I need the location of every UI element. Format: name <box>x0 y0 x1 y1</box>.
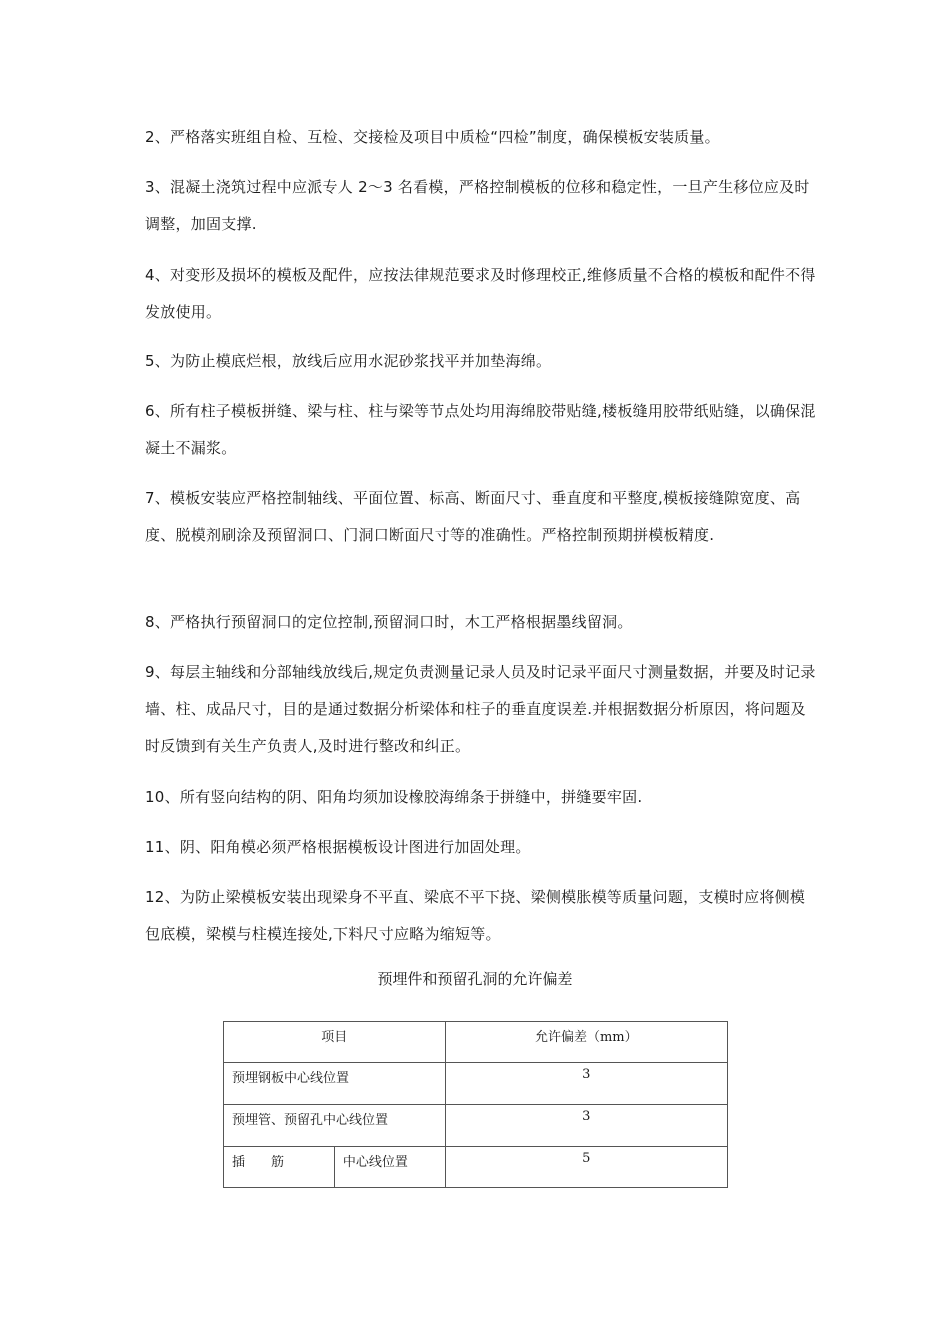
paragraph-10: 10、所有竖向结构的阴、阳角均须加设橡胶海绵条于拼缝中，拼缝要牢固. <box>145 788 643 806</box>
paragraph-6: 6、所有柱子模板拼缝、梁与柱、柱与梁等节点处均用海绵胶带贴缝,楼板缝用胶带纸贴缝，以确保混凝土不漏浆。 <box>145 402 816 457</box>
paragraph-9: 9、每层主轴线和分部轴线放线后,规定负责测量记录人员及时记录平面尺寸测量数据，并要及时记录墙、柱、成品尺寸，目的是通过数据分析梁体和柱子的垂直度误差.并根据数据分析原因，将问题及时反馈到有关生产负责人,及时进行整改和纠正。 <box>145 663 816 755</box>
table-row <box>224 1147 728 1188</box>
deviation-table <box>223 1021 728 1188</box>
paragraph-5: 5、为防止模底烂根，放线后应用水泥砂浆找平并加垫海绵。 <box>145 352 552 370</box>
paragraph-8: 8、严格执行预留洞口的定位控制,预留洞口时，木工严格根据墨线留洞。 <box>145 613 633 631</box>
paragraph-2: 2、严格落实班组自检、互检、交接检及项目中质检“四检”制度，确保模板安装质量。 <box>145 128 720 146</box>
paragraph-11: 11、阴、阳角模必须严格根据模板设计图进行加固处理。 <box>145 838 531 856</box>
cell-item: 预埋钢板中心线位置 <box>224 1063 446 1105</box>
paragraph-7: 7、模板安装应严格控制轴线、平面位置、标高、断面尺寸、垂直度和平整度,模板接缝隙宽度、高度、脱模剂刷涂及预留洞口、门洞口断面尺寸等的准确性。严格控制预期拼模板精度. <box>145 489 801 544</box>
cell-subitem: 中心线位置 <box>334 1147 445 1188</box>
cell-deviation: 3 <box>445 1063 727 1105</box>
table-header-row <box>224 1022 728 1063</box>
header-item: 项目 <box>224 1022 446 1063</box>
table-row <box>224 1105 728 1147</box>
table-row <box>224 1063 728 1105</box>
paragraph-3: 3、混凝土浇筑过程中应派专人 2～3 名看模，严格控制模板的位移和稳定性，一旦产生移位应及时调整，加固支撑. <box>145 178 810 233</box>
paragraph-4: 4、对变形及损坏的模板及配件，应按法律规范要求及时修理校正,维修质量不合格的模板和配件不得发放使用。 <box>145 266 816 321</box>
paragraph-12: 12、为防止梁模板安装出现梁身不平直、梁底不平下挠、梁侧模胀模等质量问题，支模时应将侧模包底模，梁模与柱模连接处,下料尺寸应略为缩短等。 <box>145 888 806 943</box>
table-caption: 预埋件和预留孔洞的允许偏差 <box>377 970 573 988</box>
cell-item: 预埋管、预留孔中心线位置 <box>224 1105 446 1147</box>
cell-deviation: 5 <box>445 1147 727 1188</box>
cell-deviation: 3 <box>445 1105 727 1147</box>
header-deviation: 允许偏差（mm） <box>445 1022 727 1063</box>
cell-item: 插筋 <box>224 1147 335 1188</box>
